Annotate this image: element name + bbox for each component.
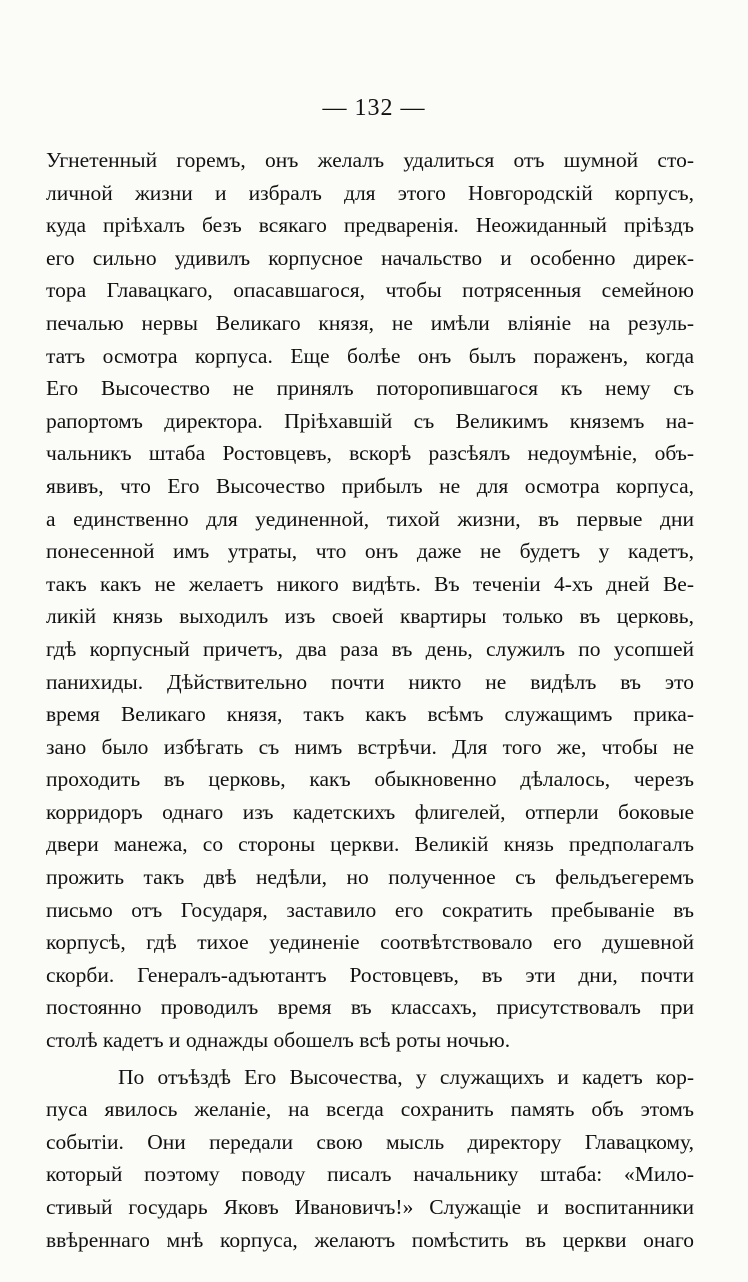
text-line: татъ осмотра корпуса. Еще болѣе онъ былъ пораженъ, когда [46, 343, 694, 368]
text-line: его сильно удивилъ корпусное начальство и особенно дирек- [46, 245, 694, 270]
text-line: печалью нервы Великаго князя, не имѣли вліяніе на резуль- [46, 310, 694, 335]
text-line: событіи. Они передали свою мысль директору Главацкому, [46, 1129, 694, 1154]
text-line: чальникъ штаба Ростовцевъ, вскорѣ разсѣялъ недоумѣніе, объ- [46, 441, 694, 466]
paragraph [46, 1061, 694, 1257]
body-text [46, 144, 694, 1256]
text-line: ликій князь выходилъ изъ своей квартиры только въ церковь, [46, 604, 694, 629]
text-line: зано было избѣгать съ нимъ встрѣчи. Для того же, чтобы не [46, 734, 694, 759]
text-line: постоянно проводилъ время въ классахъ, присутствовалъ при [46, 995, 694, 1020]
page-number: — 132 — [322, 95, 426, 121]
text-line: По отъѣздѣ Его Высочества, у служащихъ и кадетъ кор- [118, 1064, 694, 1089]
text-line: корридоръ однаго изъ кадетскихъ флигелей, отперли боковые [46, 799, 694, 824]
text-line: гдѣ корпусный причетъ, два раза въ день, служилъ по усопшей [46, 636, 694, 661]
text-line: письмо отъ Государя, заставило его сократить пребываніе въ [46, 897, 694, 922]
text-line: рапортомъ директора. Пріѣхавшій съ Великимъ княземъ на- [46, 408, 694, 433]
text-line: корпусѣ, гдѣ тихое уединеніе соотвѣтствовало его душевной [46, 930, 694, 955]
text-line: куда пріѣхалъ безъ всякаго предваренія. Неожиданный пріѣздъ [46, 213, 694, 238]
text-line: явивъ, что Его Высочество прибылъ не для осмотра корпуса, [46, 473, 694, 498]
text-line: ввѣреннаго мнѣ корпуса, желаютъ помѣстить въ церкви онаго [46, 1227, 694, 1252]
text-line: столѣ кадетъ и однажды обошелъ всѣ роты ночью. [46, 1028, 511, 1053]
text-line: тора Главацкаго, опасавшагося, чтобы потрясенныя семейною [46, 278, 694, 303]
text-line: такъ какъ не желаетъ никого видѣть. Въ теченіи 4-хъ дней Ве- [46, 571, 694, 596]
text-line: панихиды. Дѣйствительно почти никто не видѣлъ въ это [46, 669, 694, 694]
text-line: прожить такъ двѣ недѣли, но полученное съ фельдъегеремъ [46, 865, 694, 890]
text-line: Угнетенный горемъ, онъ желалъ удалиться отъ шумной сто- [46, 148, 694, 172]
paragraph [46, 144, 694, 1057]
text-line: понесенной имъ утраты, что онъ даже не будетъ у кадетъ, [46, 539, 694, 564]
text-line: скорби. Генералъ-адъютантъ Ростовцевъ, въ эти дни, почти [46, 962, 694, 987]
text-line: время Великаго князя, такъ какъ всѣмъ служащимъ прика- [46, 702, 694, 727]
text-line: стивый государь Яковъ Ивановичъ!» Служащіе и воспитанники [46, 1195, 694, 1219]
text-line: а единственно для уединенной, тихой жизни, въ первые дни [46, 506, 694, 531]
text-line: пуса явилось желаніе, на всегда сохранить память объ этомъ [46, 1097, 694, 1122]
text-line: двери манежа, со стороны церкви. Великій князь предполагалъ [46, 832, 694, 857]
text-line: Его Высочество не принялъ поторопившагося къ нему съ [46, 376, 694, 401]
text-line: личной жизни и избралъ для этого Новгородскій корпусъ, [46, 180, 694, 205]
text-line: проходить въ церковь, какъ обыкновенно дѣлалось, черезъ [46, 767, 694, 792]
text-line: который поэтому поводу писалъ начальнику штаба: «Мило- [46, 1162, 694, 1187]
